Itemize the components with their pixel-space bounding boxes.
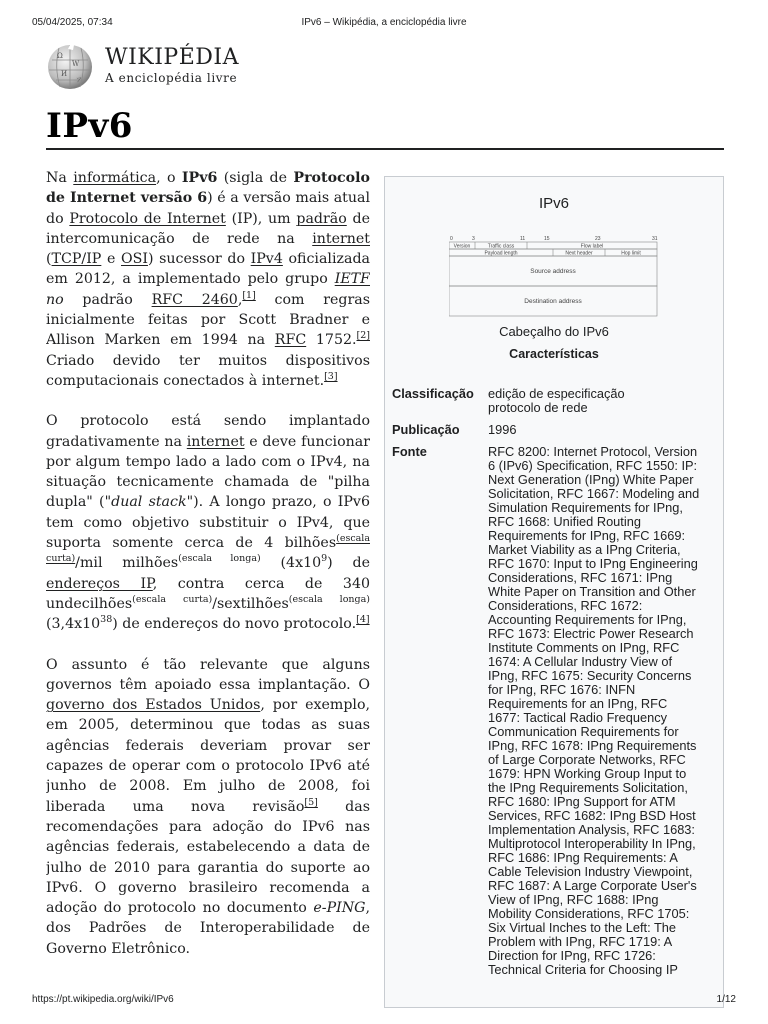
diagram-bit-label: 15 — [544, 236, 550, 242]
diagram-bit-label: 23 — [595, 236, 601, 242]
ref-1[interactable]: [1] — [242, 289, 256, 301]
infobox-value-line: edição de especificação — [488, 386, 625, 401]
svg-text:W: W — [72, 60, 80, 68]
link-governo-eua[interactable]: governo dos Estados Unidos — [46, 697, 261, 714]
text: , contra cerca de 340 undecilhões — [46, 575, 370, 612]
print-header — [32, 17, 736, 31]
link-ipv4[interactable]: IPv4 — [250, 251, 283, 268]
diagram-field: Source address — [530, 268, 576, 275]
link-padrao[interactable]: padrão — [296, 210, 347, 227]
infobox-source-line[interactable]: White Paper on Transition and Other — [488, 584, 696, 599]
diagram-field: Version — [453, 243, 471, 250]
infobox-source-line[interactable]: Market Viability as a IPng Criteria, — [488, 542, 681, 557]
infobox-source-line[interactable]: RFC 1668: Unified Routing — [488, 514, 641, 529]
note-escala-curta: (escala curta) — [132, 593, 213, 605]
ref-2[interactable]: [2] — [356, 330, 370, 342]
text: /mil milhões — [75, 555, 179, 572]
infobox-source-line[interactable]: Requirements for IPng, RFC 1669: — [488, 528, 686, 543]
text: , por exemplo, em 2005, determinou que todas as suas agências federais deveriam provar ser capazes de operar com o protocolo IPv6 até junho de 2008. Em julho de 2008, foi liberada uma nova revisão — [46, 697, 370, 815]
infobox — [384, 176, 724, 1008]
print-footer — [32, 994, 736, 1008]
diagram-field: Payload length — [484, 250, 518, 257]
infobox-source-line[interactable]: Problem with IPng, RFC 1719: A — [488, 934, 673, 949]
exponent: 9 — [321, 553, 328, 565]
infobox-source-line[interactable]: RFC 1680: IPng Support for ATM — [488, 794, 676, 809]
infobox-source-line[interactable]: Solicitation, RFC 1667: Modeling and — [488, 486, 700, 501]
text: e — [101, 251, 121, 268]
wikipedia-tagline: A enciclopédia livre — [105, 71, 238, 85]
infobox-source-line[interactable]: Cable Television Industry Viewpoint, — [488, 864, 693, 879]
infobox-source-line[interactable]: 6 (IPv6) Specification, RFC 1550: IP: — [488, 458, 698, 473]
link-protocolo-internet[interactable]: Protocolo de Internet — [69, 210, 226, 227]
diagram-field: Hop limit — [621, 250, 641, 257]
text: e deve funcionar por algum tempo lado a lado com o IPv4, na situação tecnicamente chamada de "pilha dupla" (" — [46, 433, 370, 511]
infobox-value-line: 1996 — [488, 422, 517, 437]
exponent: 38 — [100, 614, 113, 626]
text: (3,4x10 — [46, 616, 101, 633]
diagram-bit-label: 3 — [472, 236, 475, 242]
infobox-source-line[interactable]: RFC 1687: A Large Corporate User's — [488, 878, 697, 893]
wikipedia-logo[interactable] — [44, 42, 244, 92]
wikipedia-globe-icon — [44, 42, 96, 92]
infobox-source-line[interactable]: Multiprotocol Interoperability In IPng, — [488, 836, 696, 851]
infobox-source-line[interactable]: RFC 1673: Electric Power Research — [488, 626, 694, 641]
infobox-source-line[interactable]: RFC 8200: Internet Protocol, Version — [488, 444, 698, 459]
paragraph-transition — [46, 411, 370, 634]
print-url: https://pt.wikipedia.org/wiki/IPv6 — [32, 994, 174, 1005]
text: O protocolo está sendo implantado gradativamente na — [46, 413, 370, 450]
infobox-source-line[interactable]: Implementation Analysis, RFC 1683: — [488, 822, 695, 837]
infobox-source-line[interactable]: the IPng Requirements Solicitation, — [488, 780, 688, 795]
infobox-section-header: Características — [509, 347, 599, 361]
note-escala-longa: (escala longa) — [178, 553, 261, 565]
bold-ipv6: IPv6 — [181, 170, 218, 186]
ipv6-header-diagram[interactable] — [449, 235, 659, 319]
infobox-source-line[interactable]: Considerations, RFC 1671: IPng — [488, 570, 673, 585]
infobox-source-line[interactable]: View of IPng, RFC 1688: IPng — [488, 892, 659, 907]
link-enderecos-ip[interactable]: endereços IP — [46, 575, 153, 592]
note-escala-longa: (escala longa) — [288, 593, 370, 605]
link-ietf[interactable] — [335, 271, 370, 287]
link-escala-curta[interactable]: (escala curta) — [46, 533, 370, 565]
infobox-source-line[interactable]: 1679: HPN Working Group Input to — [488, 766, 687, 781]
text: ) de — [327, 555, 370, 572]
text: Criado devido ter muitos dispositivos computacionais conectados à internet. — [46, 352, 370, 389]
text: (4x10 — [260, 555, 322, 572]
link-internet[interactable]: internet — [312, 230, 370, 247]
text: ) é a versão mais atual do — [46, 190, 370, 227]
infobox-source-line[interactable]: IPng, RFC 1675: Security Concerns — [488, 668, 692, 683]
text: no — [46, 291, 64, 308]
wikipedia-wordmark: WIKIPÉDIA — [105, 45, 240, 70]
infobox-source-line[interactable]: RFC 1686: IPng Requirements: A — [488, 850, 678, 865]
text: , dos Padrões de Interoperabilidade de Governo Eletrônico. — [46, 900, 370, 957]
infobox-source-line[interactable]: 1674: A Cellular Industry View of — [488, 654, 673, 669]
text: "). A longo prazo, o IPv6 tem como objetivo substituir o IPv4, que suporta somente cerca de 4 bilhões — [46, 494, 370, 552]
italic-e-ping: e-PING — [313, 900, 366, 917]
text: ) de endereços do novo protocolo. — [112, 616, 357, 633]
print-page-number: 1/12 — [716, 994, 736, 1005]
infobox-source-line[interactable]: Direction for IPng, RFC 1726: — [488, 948, 656, 963]
link-rfc2460[interactable]: RFC 2460 — [151, 291, 238, 308]
infobox-source-line[interactable]: Communication Requirements for — [488, 724, 679, 739]
infobox-value — [488, 423, 720, 437]
text: /sextilhões — [212, 595, 289, 612]
svg-text:Ω: Ω — [57, 52, 63, 60]
infobox-label: Publicação — [392, 422, 460, 437]
ref-4[interactable]: [4] — [356, 614, 370, 626]
link-osi[interactable]: OSI — [121, 251, 148, 268]
infobox-source-line[interactable]: Next Generation (IPng) White Paper — [488, 472, 694, 487]
infobox-source-line[interactable]: of Large Corporate Networks, RFC — [488, 752, 686, 767]
diagram-bit-label: 0 — [450, 236, 453, 242]
infobox-label: Fonte — [392, 444, 427, 459]
text: IETF — [334, 271, 370, 288]
infobox-source-line[interactable]: Considerations, RFC 1672: — [488, 598, 643, 613]
infobox-source-line[interactable]: Accounting Requirements for IPng, — [488, 612, 687, 627]
paragraph-government — [46, 655, 370, 959]
infobox-source-line[interactable]: Mobility Considerations, RFC 1705: — [488, 906, 690, 921]
infobox-source-line[interactable]: Technical Criteria for Choosing IP — [488, 962, 678, 977]
print-datetime: 05/04/2025, 07:34 — [32, 17, 113, 28]
text: ( — [46, 251, 52, 268]
infobox-value[interactable] — [488, 387, 720, 415]
infobox-source-line[interactable]: RFC 1670: Input to IPng Engineering — [488, 556, 698, 571]
text: com regras inicialmente feitas por Scott Bradner e Allison Marken em 1994 na — [46, 291, 370, 349]
text: O assunto é tão relevante que alguns governos têm apoiado essa implantação. O — [46, 656, 370, 693]
diagram-bit-label: 31 — [652, 236, 658, 242]
diagram-field: Next header — [565, 250, 593, 257]
text: , o — [156, 170, 182, 186]
infobox-source-line[interactable]: Simulation Requirements for IPng, — [488, 500, 683, 515]
infobox-title: IPv6 — [538, 195, 569, 212]
infobox-value-line: protocolo de rede — [488, 400, 588, 415]
infobox-source-line[interactable]: Services, RFC 1682: IPng BSD Host — [488, 808, 696, 823]
title-divider — [46, 148, 724, 150]
article-body — [46, 168, 370, 978]
infobox-caption: Cabeçalho do IPv6 — [499, 324, 609, 339]
diagram-bit-label: 11 — [520, 236, 526, 242]
link-informatica[interactable]: informática — [73, 170, 157, 186]
link-rfc[interactable]: RFC — [274, 332, 307, 349]
svg-text:И: И — [61, 70, 68, 78]
infobox-source-line[interactable]: for IPng, RFC 1676: INFN — [488, 682, 636, 697]
infobox-source-line[interactable]: Six Virtual Inches to the Left: The — [488, 920, 677, 935]
infobox-source-line[interactable]: Institute Comments on IPng, RFC — [488, 640, 680, 655]
text: 1752. — [306, 332, 357, 349]
infobox-value[interactable] — [488, 445, 720, 977]
text: das recomendações para adoção do IPv6 nas agências federais, estabelecendo a data de julho de 2010 para garantia do suporte ao IPv6. O governo brasileiro recomenda a adoção do protocolo no documento — [46, 798, 370, 917]
text: ) sucessor do — [147, 251, 251, 268]
svg-text:ア: ア — [76, 77, 83, 84]
link-internet-2[interactable]: internet — [186, 433, 245, 450]
text: padrão — [63, 291, 152, 308]
ref-3[interactable]: [3] — [324, 370, 338, 382]
text: de intercomunicação de rede na — [46, 210, 370, 247]
infobox-label: Classificação — [392, 386, 474, 401]
bold-protocolo: Protocolo de Internet versão 6 — [46, 170, 370, 207]
link-tcpip[interactable]: TCP/IP — [51, 251, 102, 268]
infobox-source-line[interactable]: Requirements for an IPng, RFC — [488, 696, 668, 711]
ref-5[interactable]: [5] — [304, 796, 318, 808]
paragraph-intro — [46, 168, 370, 391]
text: oficializada em 2012, a implementado pelo grupo — [46, 251, 370, 288]
infobox-source-line[interactable]: 1677: Tactical Radio Frequency — [488, 710, 668, 725]
text: (IP), um — [225, 210, 297, 227]
text: , — [237, 291, 243, 308]
diagram-field: Destination address — [524, 298, 582, 305]
page-title: IPv6 — [46, 106, 133, 146]
text: (sigla de — [217, 170, 294, 186]
text: Na — [46, 170, 74, 186]
diagram-field: Traffic class — [487, 243, 515, 250]
print-doc-title: IPv6 – Wikipédia, a enciclopédia livre — [301, 17, 467, 28]
diagram-field: Flow label — [580, 243, 604, 250]
italic-dual-stack: dual stack — [111, 494, 187, 511]
infobox-source-line[interactable]: IPng, RFC 1678: IPng Requirements — [488, 738, 697, 753]
